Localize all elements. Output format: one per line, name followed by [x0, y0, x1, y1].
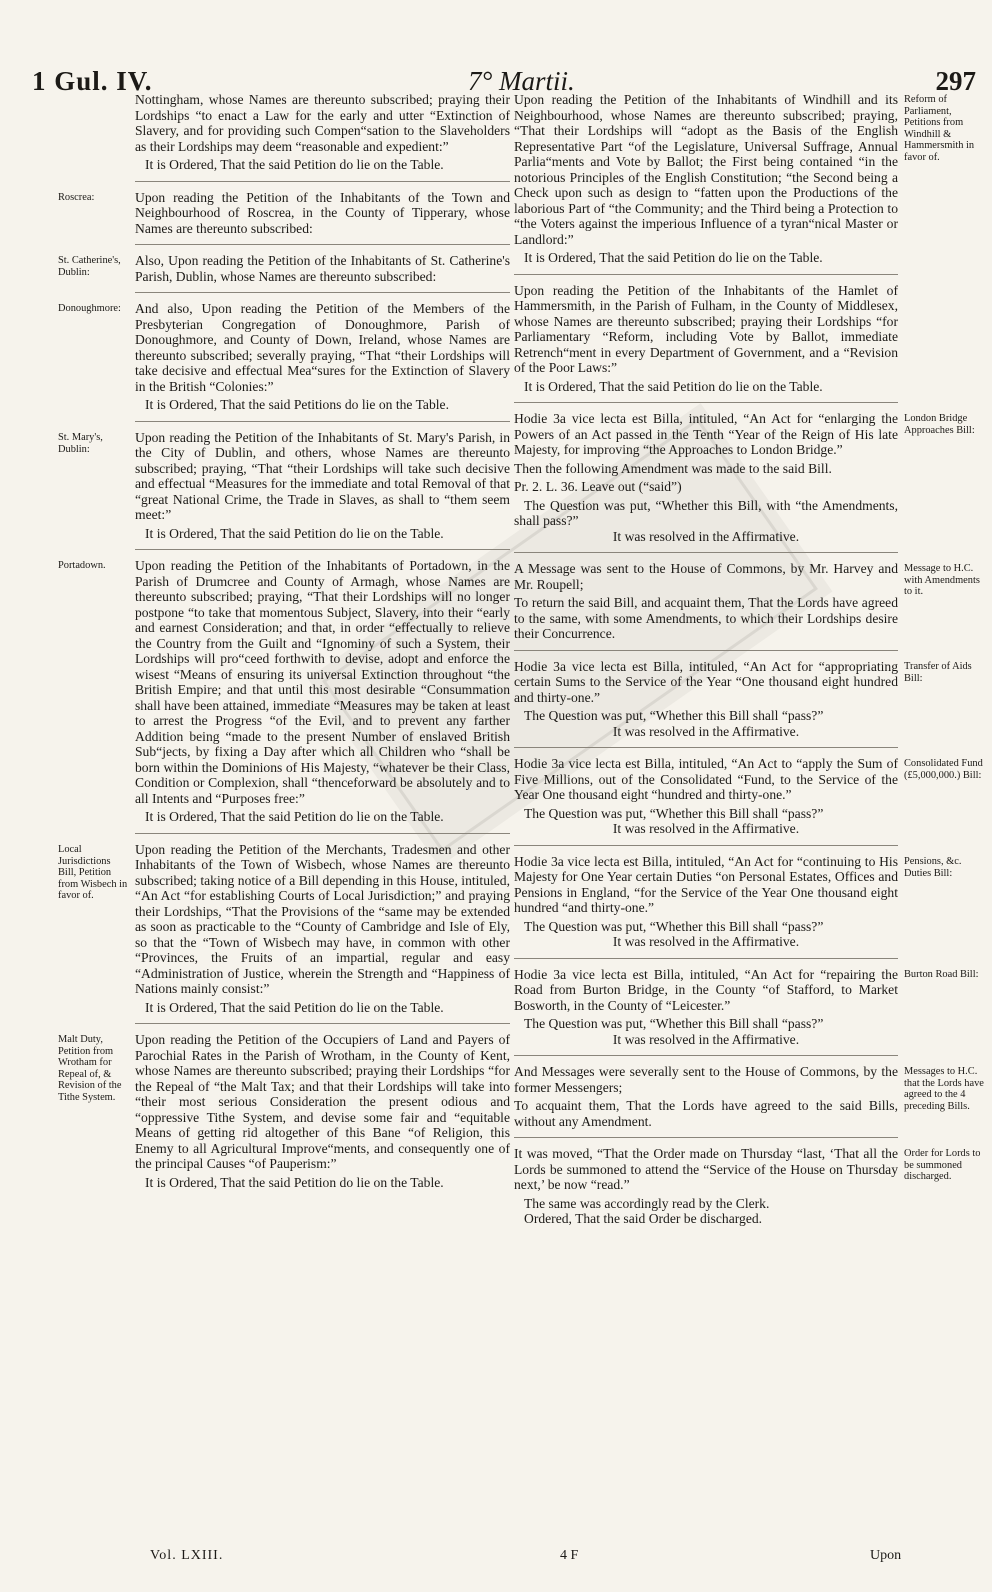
- margin-note: Local Jurisdictions Bill, Petition from Wisbech in favor of.: [58, 844, 128, 901]
- entry-paragraph: Pr. 2. L. 36. Leave out (“said”): [514, 479, 682, 494]
- entry-paragraph: Upon reading the Petition of the Inhabitants of the Hamlet of Hammersmith, in the Parish of Fulham, in the County of Middlesex, whose Names are thereunto subscribed; praying their Lordships “for Parliamentary “Reform, including Vote by Ballot, immediate Retrench“ment in every Department of Government, and a “Revision of the Poor Laws:”: [514, 282, 898, 375]
- page-number: 297: [935, 66, 976, 96]
- entry-divider: [514, 845, 898, 846]
- journal-entry: [514, 854, 898, 950]
- entry-paragraph: It was resolved in the Affirmative.: [612, 528, 800, 544]
- journal-entry: [514, 1146, 898, 1227]
- entry-paragraph: To acquaint them, That the Lords have agreed to the said Bills, without any Amendment.: [514, 1098, 898, 1129]
- journal-entry: [135, 190, 510, 237]
- entry-divider: [514, 402, 898, 403]
- margin-note: St. Catherine's, Dublin:: [58, 255, 121, 278]
- entry-divider: [514, 650, 898, 651]
- journal-entry: [135, 558, 510, 825]
- journal-entry: [514, 967, 898, 1048]
- header-regnal-year: 1 Gul. IV.: [32, 66, 153, 96]
- entry-paragraph: It is Ordered, That the said Petition do lie on the Table.: [524, 250, 823, 265]
- entry-paragraph: Hodie 3a vice lecta est Billa, intituled, “An Act to “apply the Sum of Five Millions, out of the Consolidated “Fund, to the Service of the Year One thousand eight “hundred and thirty-one.”: [514, 756, 898, 802]
- entry-paragraph: Upon reading the Petition of the Inhabitants of the Town and Neighbourhood of Roscrea, in the County of Tipperary, whose Names are thereunto subscribed:: [135, 189, 510, 236]
- entry-divider: [135, 244, 510, 245]
- header-date: 7° Martii.: [468, 66, 575, 96]
- margin-note: Reform of Parliament, Petitions from Windhill & Hammersmith in favor of.: [904, 94, 975, 163]
- margin-note: Portadown.: [58, 560, 106, 571]
- entry-paragraph: Hodie 3a vice lecta est Billa, intituled, “An Act for “continuing to His Majesty for One Year certain Duties “on Personal Estates, Offices and Pensions in England, “for the Service of the Year One thousand eight hundred “and thirty-one.”: [514, 853, 898, 915]
- margin-note: Burton Road Bill:: [904, 969, 979, 980]
- journal-entry: [135, 1032, 510, 1190]
- entry-paragraph: The Question was put, “Whether this Bill shall “pass?”: [524, 805, 824, 821]
- margin-note: Pensions, &c. Duties Bill:: [904, 856, 962, 879]
- entry-paragraph: It was resolved in the Affirmative.: [612, 821, 800, 836]
- margin-note: Donoughmore:: [58, 303, 121, 314]
- margin-note: St. Mary's, Dublin:: [58, 432, 103, 455]
- entry-divider: [135, 1023, 510, 1024]
- entry-divider: [514, 274, 898, 275]
- margin-note: London Bridge Approaches Bill:: [904, 413, 975, 436]
- entry-paragraph: Upon reading the Petition of the Inhabitants of Portadown, in the Parish of Drumcree and County of Armagh, whose Names are thereunto subscribed; praying, “That their Lordships will no longer postpone “to take that momentous Subject, Slavery, into their “early and earnest Consideration; and that, in order “effectually to relieve the Country from the Guilt and “Ignominy of such a System, their Lordships will pro“ceed forthwith to devise, adopt and enforce the wisest “Means of ensuring its universal Extinction throughout “the British Empire; and that until this most desirable “Consummation shall have been attained, immediate “Measures may be taken at least to arrest the Progress “of the Evil, and to prevent any farther Addition being “made to the present Number of enslaved British Sub“jects, by fixing a Day after which all Children who “shall be born within the Dominions of His Majesty, “whatever be their Class, Condition or Complexion, shall “thenceforward be absolutely and to all Intents and “Purposes free:”: [135, 558, 510, 806]
- margin-note: Message to H.C. with Amendments to it.: [904, 563, 980, 597]
- journal-entry: [514, 411, 898, 544]
- journal-entry: [135, 253, 510, 284]
- entry-paragraph: The Question was put, “Whether this Bill shall “pass?”: [524, 708, 824, 723]
- entry-paragraph: Then the following Amendment was made to the said Bill.: [514, 460, 832, 476]
- entry-paragraph: Upon reading the Petition of the Inhabitants of St. Mary's Parish, in the City of Dublin, and others, whose Names are thereunto subscribed; praying, “That “their Lordships will take such decisive and effectual “Measures for the immediate and total Removal of that “great National Crime, the Trade in Slaves, as shall to “them seem meet:”: [135, 429, 510, 522]
- entry-divider: [135, 833, 510, 834]
- entry-paragraph: It is Ordered, That the said Petition do lie on the Table.: [145, 809, 444, 824]
- entry-paragraph: The Question was put, “Whether this Bill shall “pass?”: [524, 1016, 824, 1031]
- entry-paragraph: It is Ordered, That the said Petition do lie on the Table.: [524, 378, 823, 394]
- entry-paragraph: Nottingham, whose Names are thereunto subscribed; praying their Lordships “to enact a Law for the early and utter “Extinction of Slavery, and for providing such Compen“sation to the Slaveholders as their Lordships may deem “reasonable and expedient:”: [135, 92, 510, 154]
- journal-entry: [135, 842, 510, 1016]
- entry-divider: [514, 1055, 898, 1056]
- footer-catchword: Upon: [870, 1548, 902, 1563]
- journal-entry: [514, 756, 898, 837]
- entry-paragraph: It is Ordered, That the said Petitions do lie on the Table.: [145, 397, 449, 412]
- entry-divider: [135, 421, 510, 422]
- entry-paragraph: It was resolved in the Affirmative.: [612, 1031, 800, 1047]
- entry-paragraph: It is Ordered, That the said Petition do lie on the Table.: [145, 525, 444, 541]
- margin-note: Malt Duty, Petition from Wrotham for Repeal of, & Revision of the Tithe System.: [58, 1034, 122, 1103]
- journal-entry: [514, 92, 898, 266]
- entry-paragraph: To return the said Bill, and acquaint them, That the Lords have agreed to the same, with some Amendments, to which their Lordships desire their Concurrence.: [514, 595, 898, 641]
- entry-paragraph: It was resolved in the Affirmative.: [612, 934, 800, 949]
- right-column: [514, 92, 898, 1227]
- margin-note: Consolidated Fund (£5,000,000.) Bill:: [904, 758, 983, 781]
- entry-divider: [135, 549, 510, 550]
- journal-entry: [514, 561, 898, 642]
- journal-entry: [514, 659, 898, 740]
- entry-paragraph: It is Ordered, That the said Petition do lie on the Table.: [145, 1174, 444, 1190]
- entry-paragraph: It was resolved in the Affirmative.: [612, 723, 800, 739]
- entry-divider: [514, 1137, 898, 1138]
- entry-divider: [514, 958, 898, 959]
- entry-paragraph: And Messages were severally sent to the House of Commons, by the former Messengers;: [514, 1064, 898, 1095]
- entry-paragraph: Hodie 3a vice lecta est Billa, intituled, “An Act for “appropriating certain Sums to the Service of the Year “One thousand eight hundred and thirty-one.”: [514, 658, 898, 705]
- margin-note: Messages to H.C. that the Lords have agreed to the 4 preceding Bills.: [904, 1066, 984, 1112]
- entry-paragraph: Also, Upon reading the Petition of the Inhabitants of St. Catherine's Parish, Dublin, whose Names are thereunto subscribed:: [135, 253, 510, 284]
- entry-paragraph: It is Ordered, That the said Petition do lie on the Table.: [145, 999, 444, 1015]
- entry-paragraph: Ordered, That the said Order be discharged.: [524, 1211, 763, 1226]
- entry-paragraph: Upon reading the Petition of the Merchants, Tradesmen and other Inhabitants of the Town of Wisbech, whose Names are thereunto subscribed; taking notice of a Bill depending in this House, intituled, “An Act “for establishing Courts of Local Jurisdiction;” and praying their Lordships, “That the Provisions of the “same may be extended as soon as practicable to the “County of Cambridge and Isle of Ely, so that the “Town of Wisbech may have, in common with other “Provinces, the Fruits of an impartial, regular and easy “Administration of Justice, wherein the Strength and “Happiness of Nations mainly consist:”: [135, 841, 510, 996]
- entry-paragraph: The Question was put, “Whether this Bill, with “the Amendments, shall pass?”: [514, 497, 898, 528]
- entry-divider: [135, 181, 510, 182]
- entry-divider: [514, 552, 898, 553]
- entry-paragraph: The same was accordingly read by the Clerk.: [524, 1195, 770, 1211]
- entry-divider: [514, 747, 898, 748]
- journal-entry: [514, 1064, 898, 1129]
- entry-paragraph: And also, Upon reading the Petition of the Members of the Presbyterian Congregation of Donoughmore, Parish of Donoughmore, and County of Down, Ireland, whose Names are thereunto subscribed; severally praying, “That “their Lordships will take decisive and effectual Mea“sures for the Extinction of Slavery in the British “Colonies:”: [135, 301, 510, 394]
- journal-entry: [514, 283, 898, 395]
- journal-entry: [135, 301, 510, 413]
- margin-note: Roscrea:: [58, 192, 95, 203]
- margin-note: Order for Lords to be summoned discharged.: [904, 1148, 981, 1182]
- entry-paragraph: It was moved, “That the Order made on Thursday “last, ‘That all the Lords be summoned to attend the “Service of the House on Thursday next,’ be now “read.”: [514, 1146, 898, 1192]
- margin-note: Transfer of Aids Bill:: [904, 661, 972, 684]
- entry-divider: [135, 292, 510, 293]
- entry-paragraph: Upon reading the Petition of the Occupiers of Land and Payers of Parochial Rates in the Parish of Wrotham, in the County of Kent, whose Names are thereunto subscribed; praying their Lordships “for the Repeal of “the Malt Tax; and that their Lordships will take into “their most serious Consideration the present odious and “oppressive Tithe System, and devise some fair and “equitable Means of getting rid altogether of this Bane “of Religion, this Enemy to all Agricultural Improve“ments, and consequently one of the principal Causes “of Pauperism:”: [135, 1032, 510, 1171]
- left-column: [135, 92, 510, 1190]
- footer-volume: Vol. LXIII.: [150, 1548, 224, 1563]
- entry-paragraph: Upon reading the Petition of the Inhabitants of Windhill and its Neighbourhood, whose Names are thereunto subscribed; praying, “That their Lordships will “adopt as the Basis of the English Representative Part “of the Legislature, Universal Suffrage, Annual Parlia“ments and Vote by Ballot; the First being contained “in the notorious Principles of the English Constitution; “the Second being a Check upon such as design to “fatten upon the Productions of the laborious Part of “the Community; and the Third being a Protection to “the Voters against the imperious Influence of a tyran“nical Master or Landlord:”: [514, 92, 898, 247]
- entry-paragraph: Hodie 3a vice lecta est Billa, intituled, “An Act for “enlarging the Powers of an Act passed in the Tenth “Year of the Reign of His late Majesty, for improving “the Approaches to London Bridge.”: [514, 411, 898, 457]
- entry-paragraph: Hodie 3a vice lecta est Billa, intituled, “An Act for “repairing the Road from Burton Bridge, in the County “of Stafford, to Market Bosworth, in the County of “Leicester.”: [514, 966, 898, 1013]
- journal-entry: [135, 430, 510, 542]
- journal-entry: [135, 92, 510, 173]
- entry-paragraph: The Question was put, “Whether this Bill shall “pass?”: [524, 918, 824, 934]
- entry-paragraph: A Message was sent to the House of Commons, by Mr. Harvey and Mr. Roupell;: [514, 561, 898, 592]
- footer-signature: 4 F: [560, 1548, 579, 1563]
- entry-paragraph: It is Ordered, That the said Petition do lie on the Table.: [145, 157, 444, 172]
